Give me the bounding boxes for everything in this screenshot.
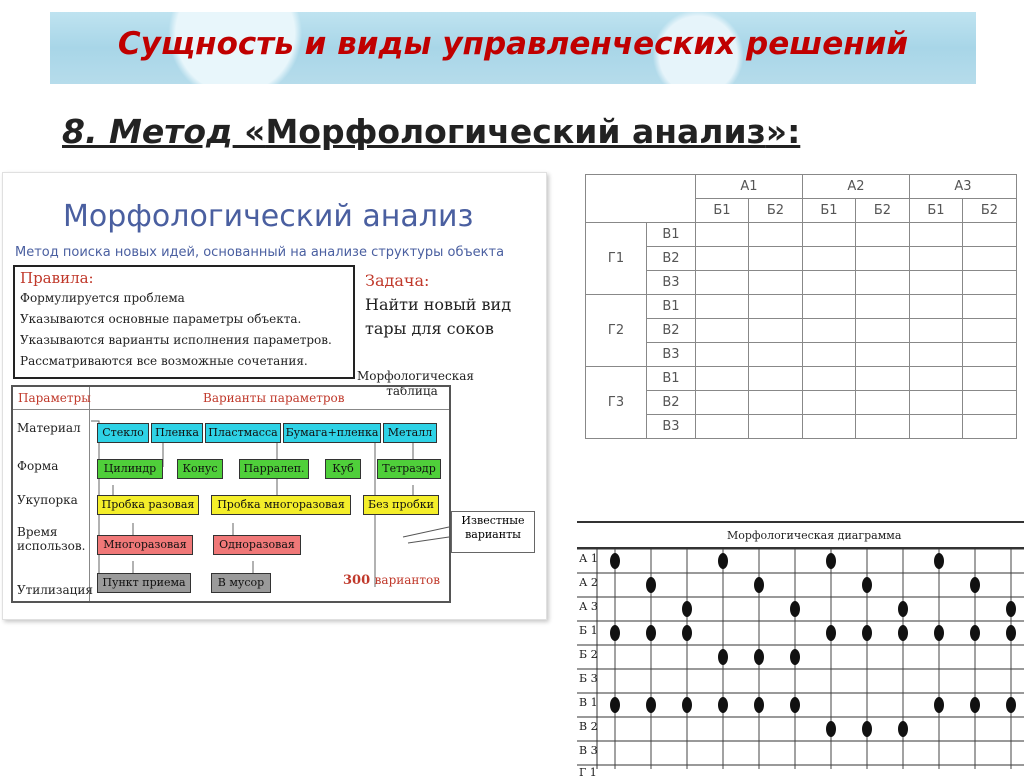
diagram-dot	[898, 601, 908, 617]
diagram-dot	[1006, 697, 1016, 713]
header-b: Б2	[856, 199, 910, 223]
morph-table-label: Морфологическая таблица	[357, 369, 474, 398]
morph-diagram	[577, 521, 1024, 779]
diagram-dot	[718, 649, 728, 665]
diagram-dot	[862, 625, 872, 641]
diagram-dot	[754, 649, 764, 665]
diagram-dot	[934, 697, 944, 713]
diagram-dot	[682, 697, 692, 713]
task-line: Найти новый вид	[365, 295, 512, 314]
diagram-row-label: В 1	[579, 696, 598, 709]
header-a: А2	[803, 175, 910, 199]
row-v: В2	[647, 319, 696, 343]
row-v: В2	[647, 391, 696, 415]
diagram-dot	[646, 625, 656, 641]
diagram-dot	[898, 625, 908, 641]
chip-material: Пленка	[151, 423, 203, 443]
panel-description: Метод поиска новых идей, основанный на анализе структуры объекта	[15, 245, 505, 260]
chip-form: Тетраэдр	[377, 459, 441, 479]
diagram-row-label: А 2	[579, 576, 598, 589]
chip-material: Металл	[383, 423, 437, 443]
rules-box	[13, 265, 355, 379]
chip-form: Парралеп.	[239, 459, 309, 479]
param-label: Время использов.	[17, 525, 86, 553]
diagram-dot	[610, 553, 620, 569]
diagram-dot	[646, 697, 656, 713]
diagram-dot	[790, 697, 800, 713]
diagram-dot	[682, 625, 692, 641]
rule-item: Указываются основные параметры объекта.	[20, 312, 302, 326]
known-variants-callout: Известные варианты	[451, 511, 535, 553]
diagram-dot	[718, 553, 728, 569]
diagram-dot	[862, 577, 872, 593]
group-g: Г3	[586, 367, 647, 439]
variants-count	[343, 573, 440, 588]
rule-item: Рассматриваются все возможные сочетания.	[20, 354, 308, 368]
diagram-row-label: В 3	[579, 744, 598, 757]
diagram-dot	[970, 577, 980, 593]
diagram-row-label: Б 1	[579, 624, 598, 637]
diagram-dot	[790, 649, 800, 665]
diagram-dot	[826, 721, 836, 737]
diagram-dot	[790, 601, 800, 617]
header-b: Б2	[749, 199, 803, 223]
chip-disposal: Пункт приема	[97, 573, 191, 593]
diagram-row-label: А 1	[579, 552, 598, 565]
rules-title: Правила:	[20, 269, 94, 287]
diagram-dot	[1006, 625, 1016, 641]
group-g: Г1	[586, 223, 647, 295]
morph-table	[553, 174, 1022, 449]
diagram-dot	[718, 697, 728, 713]
title-banner	[50, 12, 976, 84]
diagram-dot	[898, 721, 908, 737]
rule-item: Формулируется проблема	[20, 291, 185, 305]
chip-closure: Без пробки	[363, 495, 439, 515]
header-a: А1	[696, 175, 803, 199]
diagram-row-label: В 2	[579, 720, 598, 733]
chip-form: Цилиндр	[97, 459, 163, 479]
task-title: Задача:	[365, 271, 430, 290]
diagram-dot	[934, 625, 944, 641]
param-label: Материал	[17, 421, 81, 435]
diagram-dot	[646, 577, 656, 593]
variants-header: Варианты параметров	[203, 391, 345, 405]
diagram-dot	[610, 697, 620, 713]
chip-material: Пластмасса	[205, 423, 281, 443]
chip-disposal: В мусор	[211, 573, 271, 593]
corner-cell	[586, 175, 696, 223]
diagram-dot	[826, 625, 836, 641]
diagram-grid	[577, 523, 1024, 769]
diagram-dot	[610, 625, 620, 641]
diagram-dot	[1006, 601, 1016, 617]
header-b: Б2	[963, 199, 1017, 223]
row-v: В1	[647, 295, 696, 319]
rule-item: Указываются варианты исполнения параметров.	[20, 333, 332, 347]
row-v: В3	[647, 271, 696, 295]
diagram-row-label: Б 3	[579, 672, 598, 685]
diagram-dot	[682, 601, 692, 617]
slide-subtitle	[62, 112, 800, 151]
param-label: Форма	[17, 459, 59, 473]
diagram-row-label: А 3	[579, 600, 598, 613]
diagram-title: Морфологическая диаграмма	[727, 529, 902, 542]
header-a: А3	[910, 175, 1017, 199]
diagram-dot	[754, 577, 764, 593]
diagram-dot	[754, 697, 764, 713]
connector-lines	[13, 387, 449, 601]
task-line: тары для соков	[365, 319, 494, 338]
morph-grid	[585, 174, 1017, 439]
diagram-dot	[826, 553, 836, 569]
chip-form: Конус	[177, 459, 223, 479]
variants-count-word: вариантов	[374, 573, 441, 587]
diagram-row-label: Б 2	[579, 648, 598, 661]
diagram-dot	[862, 721, 872, 737]
parameters-table	[11, 385, 451, 603]
slide-title: Сущность и виды управленческих решений	[117, 26, 909, 62]
row-v: В1	[647, 223, 696, 247]
row-v: В2	[647, 247, 696, 271]
panel-title: Морфологический анализ	[63, 199, 474, 234]
row-v: В3	[647, 415, 696, 439]
chip-usage: Многоразовая	[97, 535, 193, 555]
diagram-dot	[970, 625, 980, 641]
param-label: Утилизация	[17, 583, 93, 597]
row-v: В1	[647, 367, 696, 391]
subtitle-method-number: 8. Метод	[62, 112, 233, 151]
subtitle-close-quote: »:	[765, 112, 801, 151]
header-b: Б1	[910, 199, 963, 223]
variants-count-number: 300	[343, 573, 371, 588]
header-b: Б1	[696, 199, 749, 223]
row-v: В3	[647, 343, 696, 367]
chip-form: Куб	[325, 459, 361, 479]
subtitle-method-name: Морфологический анализ	[265, 112, 766, 151]
chip-usage: Одноразовая	[213, 535, 301, 555]
param-label: Укупорка	[17, 493, 78, 507]
diagram-row-label: Г 1	[579, 766, 597, 779]
chip-closure: Пробка разовая	[97, 495, 199, 515]
morph-analysis-panel	[2, 172, 547, 620]
subtitle-open-quote: «	[232, 112, 266, 151]
diagram-dot	[970, 697, 980, 713]
params-header: Параметры	[18, 391, 91, 405]
chip-material: Стекло	[97, 423, 149, 443]
diagram-dot	[934, 553, 944, 569]
header-b: Б1	[803, 199, 856, 223]
chip-material: Бумага+пленка	[283, 423, 381, 443]
chip-closure: Пробка многоразовая	[211, 495, 351, 515]
group-g: Г2	[586, 295, 647, 367]
